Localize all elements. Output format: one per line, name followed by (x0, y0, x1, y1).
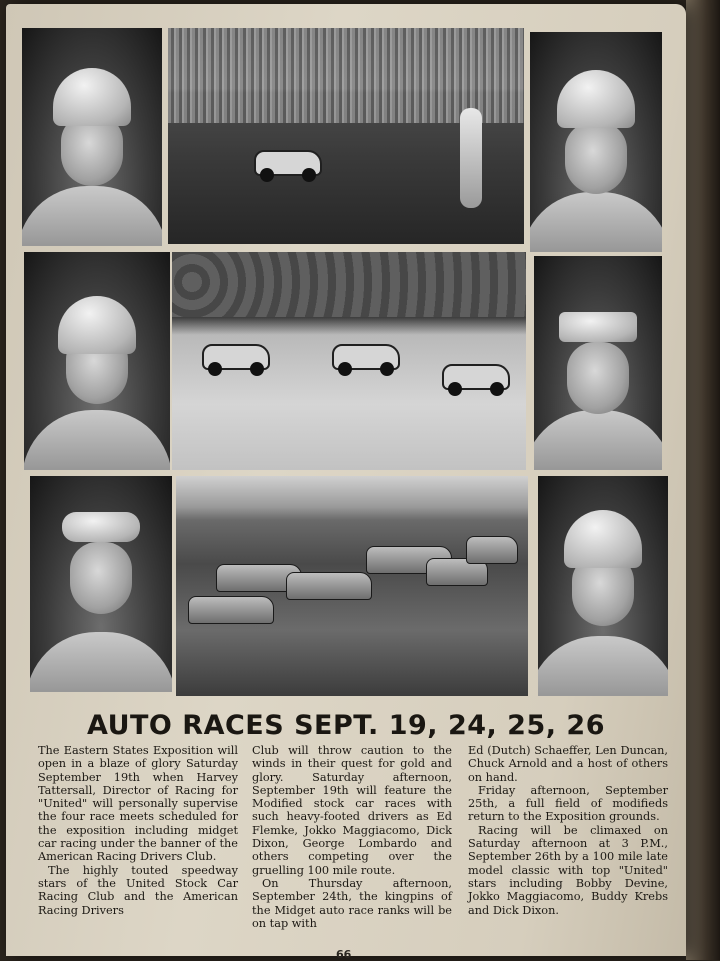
magazine-page (6, 4, 686, 961)
paragraph: The Eastern States Exposition will open in a blaze of glory Saturday September 19th when Harvey Tattersall, Director of Racing for "United" will personally supervise the four race meets scheduled for the exposition including midget car racing under the banner of the American Racing Drivers Club. (38, 744, 238, 864)
driver-portrait-2 (530, 32, 662, 252)
paragraph: On Thursday afternoon, September 24th, the kingpins of the Midget auto race ranks will be on tap with (252, 876, 452, 930)
race-photo-midgets (172, 252, 526, 470)
article-column-2 (252, 744, 452, 930)
adjacent-page-edge (686, 0, 720, 960)
driver-portrait-4 (534, 256, 662, 470)
driver-portrait-3 (24, 252, 170, 470)
driver-portrait-1 (22, 28, 162, 246)
paragraph: The highly touted speedway stars of the United Stock Car Racing Club and the American Racing Drivers (38, 863, 238, 917)
driver-portrait-6 (538, 476, 668, 696)
paragraph: Friday afternoon, September 25th, a full field of modifieds return to the Exposition grounds. (468, 783, 668, 824)
driver-portrait-5 (30, 476, 172, 692)
race-photo-stock-cars (176, 476, 528, 696)
paragraph: Club will throw caution to the winds in their quest for gold and glory. Saturday afternoon, September 19th will feature the Modified stock car races with such heavy-footed drivers as Ed Flemke, Jokko Maggiacomo, Dick Dixon, George Lombardo and others competing over the gruelling 100 mile route. (252, 744, 452, 877)
page-number: 66 (336, 948, 352, 961)
paragraph: Racing will be climaxed on Saturday afternoon at 3 P.M., September 26th by a 100 mile late model classic with top "United" stars including Bobby Devine, Jokko Maggiacomo, Buddy Krebs and Dick Dixon. (468, 823, 668, 917)
page-headline: AUTO RACES SEPT. 19, 24, 25, 26 (87, 710, 605, 741)
paragraph: Ed (Dutch) Schaeffer, Len Duncan, Chuck Arnold and a host of others on hand. (468, 744, 668, 784)
race-photo-stadium (168, 28, 524, 244)
article-column-1 (38, 744, 238, 917)
article-column-3 (468, 744, 668, 917)
